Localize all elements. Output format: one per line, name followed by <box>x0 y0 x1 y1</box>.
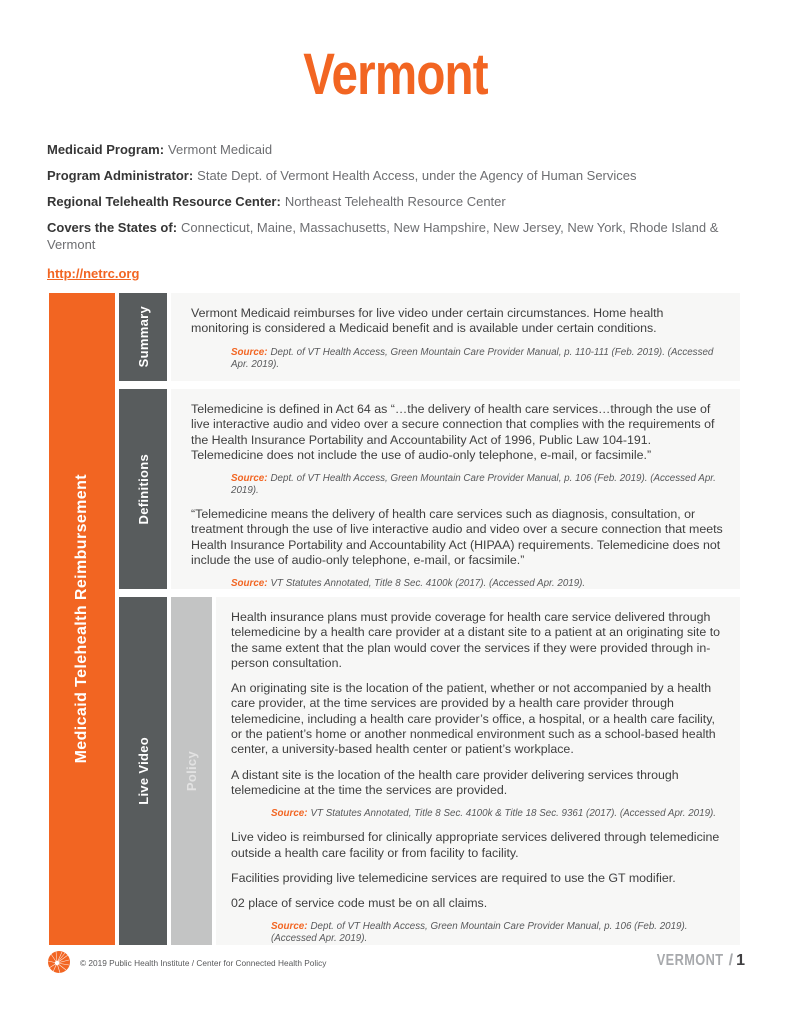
section-content-definitions <box>171 389 740 589</box>
source-label: Source: <box>271 921 308 933</box>
section-live-video <box>119 597 740 945</box>
section-label: Definitions <box>135 453 151 525</box>
field-covers-the-states-of <box>47 219 743 253</box>
source-label: Source: <box>271 808 308 820</box>
section-label: Live Video <box>135 737 151 805</box>
source-text: VT Statutes Annotated, Title 8 Sec. 4100k & Title 18 Sec. 9361 (2017). (Accessed Apr. 2019). <box>310 808 717 820</box>
subsection-label-bar-policy <box>171 597 212 945</box>
field-label: Regional Telehealth Resource Center: <box>47 194 281 209</box>
source-text: Dept. of VT Health Access, Green Mountain Care Provider Manual, p. 106 (Feb. 2019). (Accessed Apr. 2019). <box>271 921 688 945</box>
paragraph: A distant site is the location of the health care provider delivering services through telemedicine at the time the services are provided. <box>231 767 679 797</box>
paragraph: Health insurance plans must provide coverage for health care service delivered through telemedicine by a health care provider at a distant site to a patient at an originating site to the same extent that the plan would cover the services if they were provided through in-person consultation. <box>231 610 721 670</box>
section-label: Summary <box>135 306 151 368</box>
field-value: Vermont Medicaid <box>168 142 273 157</box>
sunburst-icon <box>47 950 71 974</box>
source-text: VT Statutes Annotated, Title 8 Sec. 4100k (2017). (Accessed Apr. 2019). <box>270 578 586 589</box>
footer-page-indicator <box>640 952 745 970</box>
field-value: State Dept. of Vermont Health Access, under the Agency of Human Services <box>197 168 637 183</box>
paragraph: An originating site is the location of the patient, whether or not accompanied by a health care provider, at the time services are provided by a health care provider through telemedicine, including a health care provider’s office, a hospital, or a health care facility, or the patient’s home or another nonmedical environment such as a school-based health center, a university-based health center or patient’s workplace. <box>231 681 716 757</box>
section-summary <box>119 293 740 381</box>
paragraph: 02 place of service code must be on all claims. <box>231 896 488 911</box>
section-definitions <box>119 389 740 589</box>
sidebar-category-bar <box>49 293 115 945</box>
section-label-bar-definitions <box>119 389 167 589</box>
paragraph: Live video is reimbursed for clinically appropriate services delivered through telemedicine outside a health care facility or from facility to facility. <box>231 830 720 860</box>
source-citation <box>271 808 724 820</box>
source-text: Dept. of VT Health Access, Green Mountain Care Provider Manual, p. 106 (Feb. 2019). (Accessed Apr. 2019). <box>231 473 716 497</box>
source-text: Dept. of VT Health Access, Green Mountain Care Provider Manual, p. 110-111 (Feb. 2019). (Accessed Apr. 2019). <box>231 346 714 370</box>
section-content-summary <box>171 293 740 381</box>
section-label-bar-live-video <box>119 597 167 945</box>
source-citation <box>231 578 724 589</box>
footer-separator: / <box>728 952 734 969</box>
field-medicaid-program <box>47 141 743 158</box>
paragraph: Vermont Medicaid reimburses for live video under certain circumstances. Home health monitoring is considered a Medicaid benefit and is available under certain conditions. <box>191 306 664 336</box>
paragraph: “Telemedicine means the delivery of health care services such as diagnosis, consultation, or treatment through the use of live interactive audio and video over a secure connection that meets Health Insurance Portability and Accountability Act (HIPAA) requirements. Telemedicine does not include the use of audio-only telephone, e-mail, or facsimile.” <box>191 507 723 568</box>
source-citation <box>231 347 724 371</box>
field-value: Connecticut, Maine, Massachusetts, New Hampshire, New Jersey, New York, Rhode Island & Vermont <box>47 220 719 252</box>
paragraph: Facilities providing live telemedicine services are required to use the GT modifier. <box>231 870 676 885</box>
sidebar-category-title: Medicaid Telehealth Reimbursement <box>73 474 90 764</box>
source-label: Source: <box>231 578 268 589</box>
source-label: Source: <box>231 473 268 485</box>
source-citation <box>231 473 724 497</box>
footer-state-name: VERMONT <box>656 952 724 969</box>
field-value: Northeast Telehealth Resource Center <box>284 194 506 209</box>
footer-copyright: © 2019 Public Health Institute / Center for Connected Health Policy <box>80 958 327 968</box>
source-citation <box>271 921 724 945</box>
source-label: Source: <box>231 346 268 358</box>
field-label: Program Administrator: <box>47 168 194 183</box>
field-label: Covers the States of: <box>47 220 178 235</box>
section-label-bar-summary <box>119 293 167 381</box>
field-label: Medicaid Program: <box>47 142 165 157</box>
field-program-administrator <box>47 167 743 184</box>
paragraph: Telemedicine is defined in Act 64 as “…the delivery of health care services…through the use of live interactive audio and video over a secure connection that complies with the requirements of the Health Insurance Portability and Accountability Act of 1996, Public Law 104-191. Telemedicine does not include the use of audio-only telephone, e-mail, or facsimile.” <box>191 402 715 462</box>
field-regional-telehealth-resource-center <box>47 193 743 210</box>
page-title: Vermont <box>303 42 488 107</box>
header-info <box>47 141 743 283</box>
title-row <box>0 42 791 107</box>
section-content-live-video <box>216 597 740 945</box>
subsection-label: Policy <box>184 750 199 792</box>
footer-page-number: 1 <box>736 952 745 969</box>
netrc-link[interactable]: http://netrc.org <box>47 266 140 281</box>
